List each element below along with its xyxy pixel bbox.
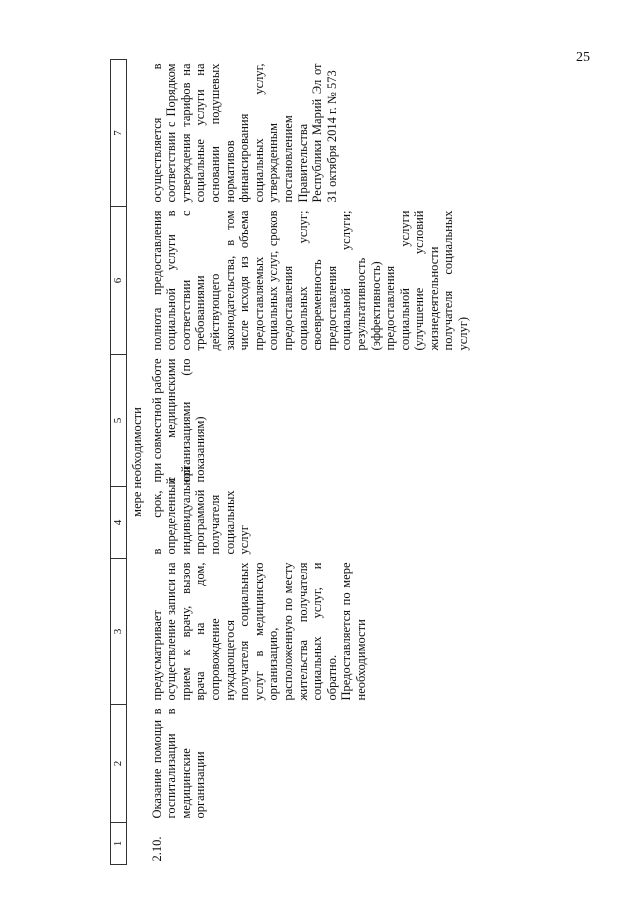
- column-number: 3: [111, 559, 127, 705]
- rotated-table-container: [110, 60, 530, 865]
- continuation-note: мере необходимости: [130, 407, 144, 517]
- column-number: 5: [111, 355, 127, 487]
- column-number: 6: [111, 207, 127, 355]
- continuation-row: [127, 60, 150, 865]
- page-number: 25: [576, 50, 590, 65]
- row-number: 2.10.: [149, 836, 164, 862]
- service-description-cell: предусматривает осуществление записи на прием к врачу, вызов врача на дом, сопровождение нуждающегося получателя социальных услуг в медицинскую организацию, расположенную по месту жительства получателя социальных услуг, и обратно. Предоставляется по мере необходимости: [149, 562, 368, 701]
- service-name-cell: Оказание помощи в госпитализации в медицинские организации: [149, 708, 208, 819]
- column-number: 2: [111, 705, 127, 823]
- quality-indicators-cell: полнота предоставления социальной услуги в соответствии с требованиями действующего законодательства, в том числе исходя из объема предоставляемых социальных услуг, сроков предоставления социальных услуг; своевременность предоставления социальной услуги; результативность (эффективность) предоставления социальной услуги (улучшение условий жизнедеятельности получателя социальных услуг): [149, 210, 471, 351]
- column-number-row: [111, 60, 127, 865]
- service-term-cell: в срок, определенный индивидуальной программой получателя социальных услуг: [149, 465, 252, 555]
- service-conditions-cell: при совместной работе с медицинскими организациями (по показаниям): [149, 358, 208, 483]
- column-number: 4: [111, 487, 127, 559]
- financing-cell: осуществляется в соответствии с Порядком утверждения тарифов на социальные услуги на основании подушевых нормативов финансирования социальных услуг, утвержденным постановлением Правительства Республики Марий Эл от 31 октября 2014 г. № 573: [149, 63, 339, 203]
- column-number: 1: [111, 823, 127, 865]
- services-table: [110, 59, 471, 865]
- column-number: 7: [111, 60, 127, 207]
- table-row: [150, 60, 471, 865]
